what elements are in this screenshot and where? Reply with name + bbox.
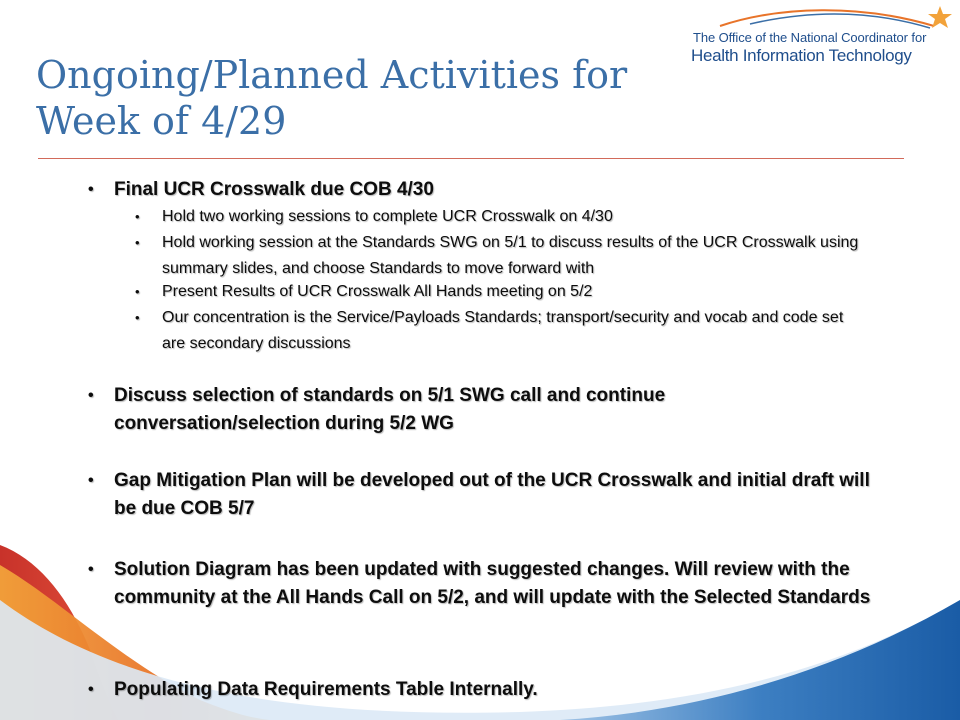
bullet-dot-icon: • [88, 472, 94, 489]
bullet-item [88, 467, 874, 523]
bullet-item [88, 176, 874, 204]
title-line1: Ongoing/Planned Activities for [36, 53, 628, 97]
bullet-text: Gap Mitigation Plan will be developed out of the UCR Crosswalk and initial draft will be due COB 5/7 [114, 470, 870, 519]
sub-bullet-item [135, 279, 862, 305]
bullet-dot-icon: • [88, 561, 94, 578]
sub-bullet-text: Hold working session at the Standards SWG on 5/1 to discuss results of the UCR Crosswalk using summary slides, and choose Standards to move forward with [162, 234, 859, 277]
bullet-text: Final UCR Crosswalk due COB 4/30 [114, 179, 434, 200]
sub-bullet-text: Our concentration is the Service/Payloads Standards; transport/security and vocab and code set are secondary discussions [162, 309, 844, 352]
logo-line1: The Office of the National Coordinator for [693, 30, 927, 45]
bullet-item [88, 676, 874, 704]
sub-bullet-text: Hold two working sessions to complete UCR Crosswalk on 4/30 [162, 208, 613, 225]
bullet-item [88, 556, 874, 612]
sub-bullet-item [135, 204, 862, 230]
title-line2: Week of 4/29 [36, 99, 287, 143]
logo-line2: Health Information Technology [691, 46, 912, 65]
bullet-dot-icon: • [135, 235, 140, 250]
bullet-dot-icon: • [88, 181, 94, 198]
bullet-dot-icon: • [135, 209, 140, 224]
bullet-text: Populating Data Requirements Table Internally. [114, 679, 538, 700]
bullet-dot-icon: • [135, 310, 140, 325]
bullet-dot-icon: • [135, 284, 140, 299]
bullet-dot-icon: • [88, 387, 94, 404]
sub-bullet-item [135, 230, 862, 282]
sub-bullet-item [135, 305, 862, 357]
bullet-dot-icon: • [88, 681, 94, 698]
bullet-text: Solution Diagram has been updated with suggested changes. Will review with the community at the All Hands Call on 5/2, and will update with the Selected Standards [114, 559, 871, 608]
bullet-item [88, 382, 874, 438]
bullet-text: Discuss selection of standards on 5/1 SWG call and continue conversation/selection during 5/2 WG [114, 385, 666, 434]
sub-bullet-text: Present Results of UCR Crosswalk All Hands meeting on 5/2 [162, 283, 593, 300]
